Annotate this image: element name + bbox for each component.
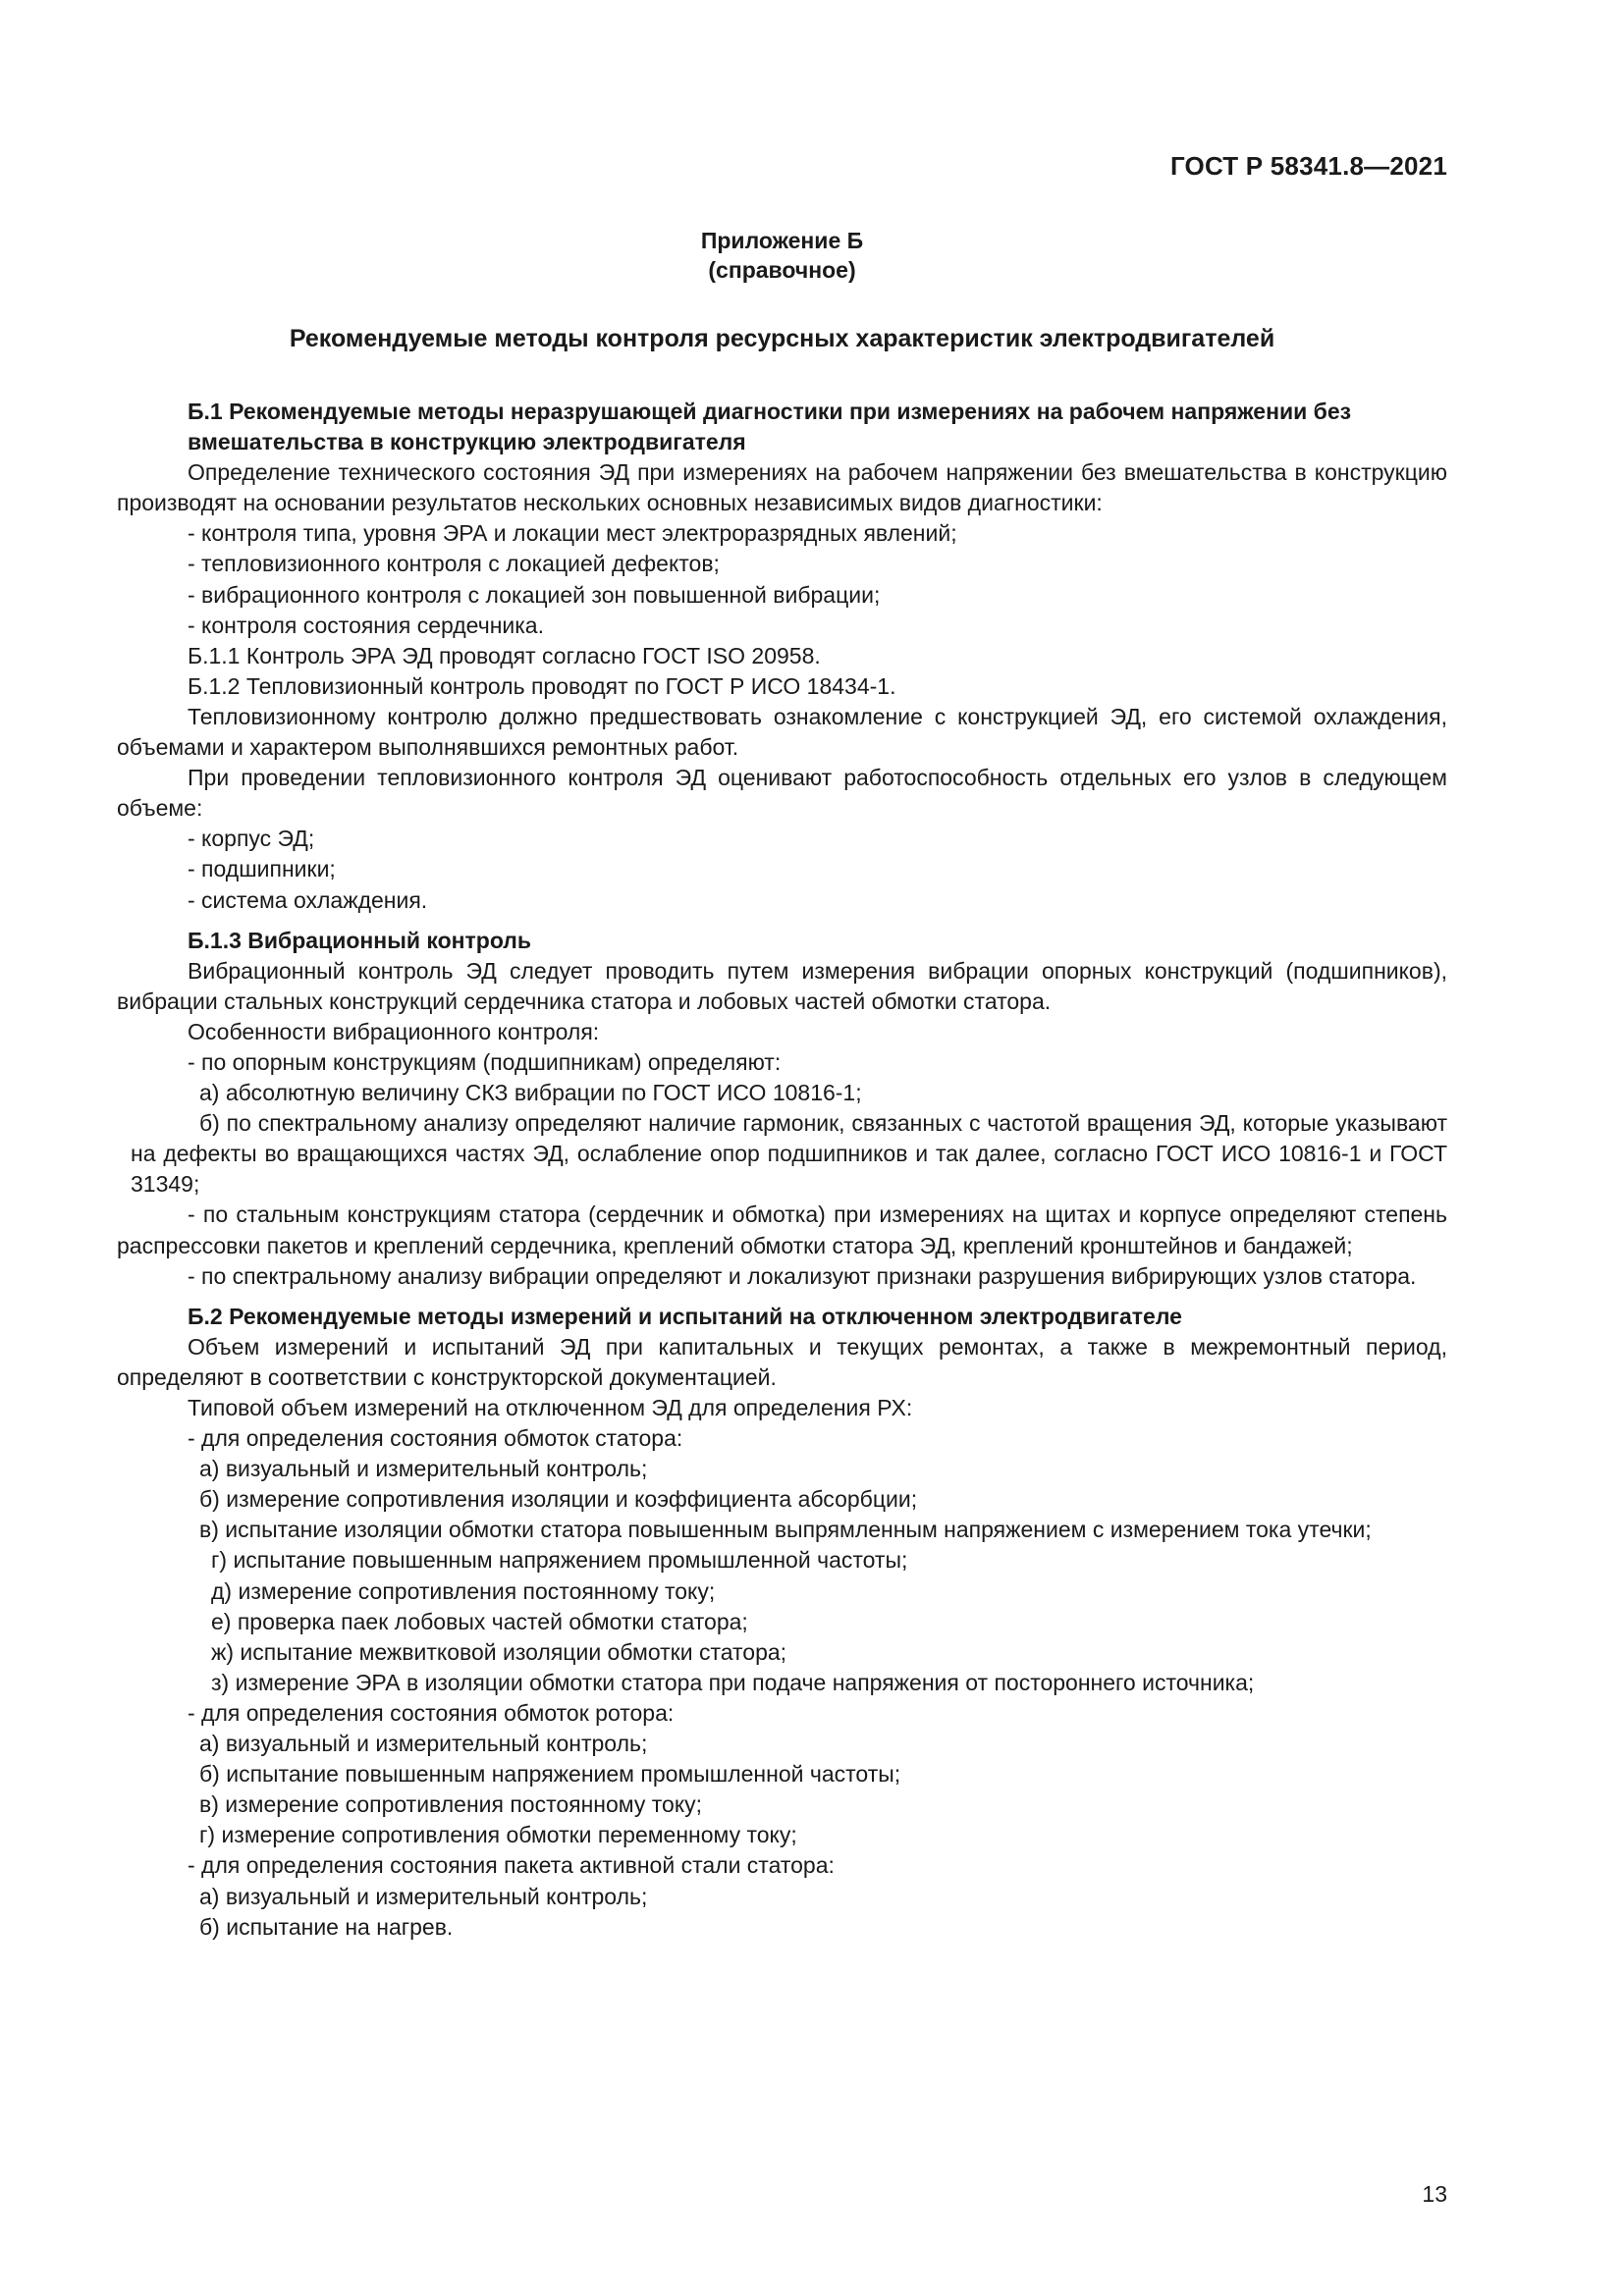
list-item: з) измерение ЭРА в изоляции обмотки статора при подаче напряжения от постороннего источника;: [211, 1669, 1255, 1695]
list-item: а) визуальный и измерительный контроль;: [199, 1883, 648, 1909]
list-item: а) визуальный и измерительный контроль;: [199, 1731, 648, 1757]
list-item: - тепловизионного контроля с локацией дефектов;: [188, 551, 720, 577]
document-code: ГОСТ Р 58341.8—2021: [1169, 151, 1447, 181]
list-heading-rotor: - для определения состояния обмоток ротора:: [188, 1699, 675, 1726]
list-item: в) испытание изоляции обмотки статора повышенным выпрямленным напряжением с измерением тока утечки;: [199, 1517, 1372, 1543]
clause-b1-2: Б.1.2 Тепловизионный контроль проводят по ГОСТ Р ИСО 18434-1.: [188, 672, 896, 699]
list-item: - подшипники;: [188, 856, 336, 882]
list-heading-stator: - для определения состояния обмоток статора:: [188, 1425, 683, 1452]
appendix-type: (справочное): [708, 257, 856, 283]
section-b2-paragraph-2: Типовой объем измерений на отключенном ЭД для определения РХ:: [188, 1395, 913, 1420]
section-b13-paragraph-5: - по спектральному анализу вибрации определяют и локализуют признаки разрушения вибрирующих узлов статора.: [188, 1262, 1417, 1289]
list-item: г) измерение сопротивления обмотки переменному току;: [199, 1822, 797, 1848]
list-item: а) абсолютную величину СКЗ вибрации по ГОСТ ИСО 10816-1;: [199, 1080, 862, 1106]
list-item: е) проверка паек лобовых частей обмотки статора;: [211, 1608, 748, 1634]
list-item: ж) испытание межвитковой изоляции обмотки статора;: [211, 1638, 787, 1665]
list-item: - система охлаждения.: [188, 886, 428, 913]
clause-b1-1: Б.1.1 Контроль ЭРА ЭД проводят согласно ГОСТ ISO 20958.: [188, 642, 821, 668]
list-item: - корпус ЭД;: [188, 826, 315, 852]
list-item: в) измерение сопротивления постоянному току;: [199, 1791, 703, 1818]
section-b2-paragraph-1: Объем измерений и испытаний ЭД при капитальных и текущих ремонтах, а также в межремонтный период, определяют в соответствии с конструкторской документацией.: [117, 1333, 1447, 1390]
section-b1-paragraph-2: Тепловизионному контролю должно предшествовать ознакомление с конструкцией ЭД, его системой охлаждения, объемами и характером выполнявшихся ремонтных работ.: [117, 703, 1447, 761]
list-item: - контроля типа, уровня ЭРА и локации мест электроразрядных явлений;: [188, 520, 957, 547]
list-item: б) испытание повышенным напряжением промышленной частоты;: [199, 1761, 901, 1788]
list-item: д) измерение сопротивления постоянному току;: [211, 1577, 716, 1604]
page-content: [117, 226, 1447, 1943]
appendix-label: Приложение Б: [700, 228, 864, 253]
section-b2-heading: Б.2 Рекомендуемые методы измерений и испытаний на отключенном электродвигателе: [188, 1303, 1182, 1329]
section-b13-heading: Б.1.3 Вибрационный контроль: [188, 927, 532, 953]
section-b13-paragraph-2: Особенности вибрационного контроля:: [188, 1018, 600, 1044]
list-item: - контроля состояния сердечника.: [188, 612, 544, 638]
page-number: 13: [1422, 2181, 1447, 2207]
section-b1-paragraph-1: Определение технического состояния ЭД при измерениях на рабочем напряжении без вмешательства в конструкцию производят на основании результатов нескольких основных независимых видов диагностики:: [117, 459, 1447, 516]
list-item: а) визуальный и измерительный контроль;: [199, 1456, 648, 1482]
section-b13-paragraph-3: - по опорным конструкциям (подшипникам) определяют:: [188, 1048, 782, 1075]
list-item: г) испытание повышенным напряжением промышленной частоты;: [211, 1547, 908, 1574]
section-b1-paragraph-3: При проведении тепловизионного контроля ЭД оценивают работоспособность отдельных его узлов в следующем объеме:: [117, 765, 1447, 822]
appendix-title: Рекомендуемые методы контроля ресурсных характеристик электродвигателей: [289, 325, 1275, 352]
list-item: б) испытание на нагрев.: [199, 1913, 454, 1940]
list-item: б) по спектральному анализу определяют наличие гармоник, связанных с частотой вращения ЭД, которые указывают на дефекты во вращающихся частях ЭД, ослабление опор подшипников и так далее, согласно ГОСТ ИСО 10816-1 и ГОСТ 31349;: [131, 1110, 1447, 1198]
section-b13-paragraph-1: Вибрационный контроль ЭД следует проводить путем измерения вибрации опорных конструкций (подшипников), вибрации стальных конструкций сердечника статора и лобовых частей обмотки статора.: [117, 957, 1447, 1014]
section-b1-heading: Б.1 Рекомендуемые методы неразрушающей диагностики при измерениях на рабочем напряжении без вмешательства в конструкцию электродвигателя: [188, 399, 1352, 455]
list-heading-steel: - для определения состояния пакета активной стали статора:: [188, 1852, 835, 1879]
section-b13-paragraph-4: - по стальным конструкциям статора (сердечник и обмотка) при измерениях на щитах и корпусе определяют степень распрессовки пакетов и креплений сердечника, креплений обмотки статора ЭД, креплений кронштейнов и бандажей;: [117, 1201, 1447, 1258]
list-item: б) измерение сопротивления изоляции и коэффициента абсорбции;: [199, 1486, 918, 1513]
list-item: - вибрационного контроля с локацией зон повышенной вибрации;: [188, 581, 881, 608]
